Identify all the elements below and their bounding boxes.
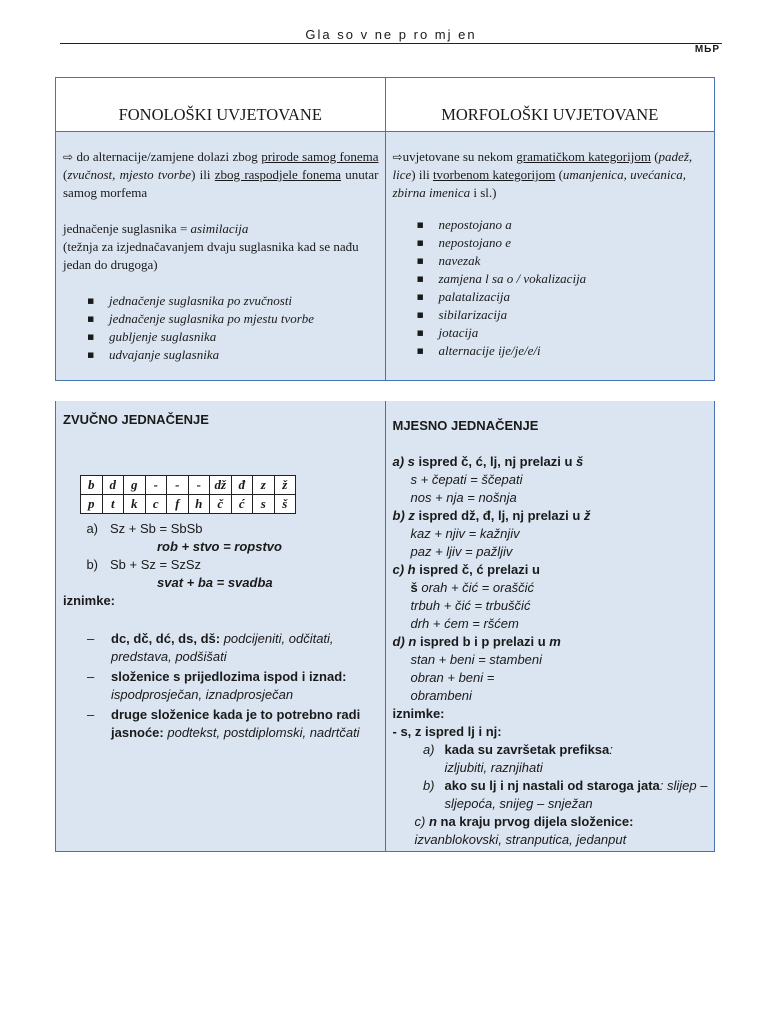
exception-item: [393, 741, 709, 777]
table-cell: -: [167, 476, 189, 495]
example: drh + ćem = ršćem: [410, 616, 519, 631]
example: nos + nja = nošnja: [410, 490, 517, 505]
rule-text: ispred b i p prelazi u: [416, 634, 550, 649]
table-cell: š: [274, 495, 296, 514]
rule-letter: n: [428, 814, 437, 829]
exception-item: [393, 777, 709, 813]
italic-text: umanjenica, uvećanica, zbirna imenica: [392, 167, 687, 200]
item-key: b): [422, 778, 435, 793]
text: i sl.): [470, 185, 497, 200]
list-item: ▪ sibilarizacija: [417, 306, 709, 324]
table-cell: c: [145, 495, 167, 514]
zvucno-cell: [56, 401, 385, 851]
rule-a-example: rob + stvo = ropstvo: [157, 539, 282, 554]
exception-text: [111, 668, 379, 704]
rule-d-line: [393, 633, 709, 651]
table-cell: f: [167, 495, 189, 514]
table-cell: g: [124, 476, 146, 495]
top-table: [55, 77, 715, 381]
example: [393, 579, 709, 597]
rule-letter: h: [407, 562, 416, 577]
mjesno-cell: [385, 401, 715, 851]
example: kaz + njiv = kažnjiv: [410, 526, 520, 541]
list-item: ▪ jednačenje suglasnika po mjestu tvorbe: [87, 310, 379, 328]
rule-letter: s: [407, 454, 415, 469]
voiceless-row: [81, 495, 296, 514]
exceptions-title: iznimke:: [63, 593, 116, 608]
rule-b: [63, 556, 379, 574]
rule-key: a): [392, 454, 408, 469]
asimilacija-explanation: (težnja za izjednačavanjem dvaju suglasnika kad se nađu jedan do drugoga): [63, 239, 359, 272]
table-cell: d: [102, 476, 124, 495]
list-item: ▪ navezak: [417, 252, 709, 270]
underlined-text: zbog raspodjele fonema: [214, 167, 341, 182]
rule-letter: ž: [583, 508, 591, 523]
exception-text: [445, 741, 613, 777]
morfoloski-cell: [385, 132, 715, 380]
table-cell: đ: [231, 476, 253, 495]
table-cell: k: [124, 495, 146, 514]
rule-letter: m: [549, 634, 561, 649]
italic-text: :: [609, 742, 613, 757]
voiced-row: [81, 476, 296, 495]
example: trbuh + čić = trbuščić: [410, 598, 531, 613]
bottom-table: [55, 401, 715, 852]
rule-text: ispred č, ć, lj, nj prelazi u: [414, 454, 577, 469]
exception-item: [63, 706, 379, 742]
rule-letter: n: [408, 634, 417, 649]
rules-block: [63, 520, 379, 742]
underlined-text: gramatičkom kategorijom: [516, 149, 651, 164]
bold-text: ako su lj i nj nastali od staroga jata: [444, 778, 660, 793]
list-item: ▪ udvajanje suglasnika: [87, 346, 379, 364]
italic-text: asimilacija: [190, 221, 249, 236]
dash: –: [87, 631, 95, 646]
list-item: ▪ gubljenje suglasnika: [87, 328, 379, 346]
table-cell: t: [102, 495, 124, 514]
table-cell: s: [253, 495, 275, 514]
bold-text: složenice s prijedlozima ispod i iznad:: [111, 669, 347, 684]
zvucno-title: ZVUČNO JEDNAČENJE: [63, 412, 209, 427]
table-cell: dž: [210, 476, 232, 495]
rule-key: c): [392, 562, 408, 577]
spacer: [63, 610, 379, 628]
italic-text: zvučnost, mjesto tvorbe: [67, 167, 192, 182]
table-cell: h: [188, 495, 210, 514]
italic-text: izvanblokovski, stranputica, jedanput: [414, 832, 627, 847]
rule-text: ispred dž, đ, lj, nj prelazi u: [414, 508, 584, 523]
example: paz + ljiv = pažljiv: [410, 544, 513, 559]
text: ) ili: [411, 167, 433, 182]
exceptions-title: iznimke:: [392, 706, 445, 721]
table-cell: č: [210, 495, 232, 514]
example: obran + beni =: [410, 670, 495, 685]
table-cell: p: [81, 495, 103, 514]
italic-text: podtekst, postdiplomski, nadrtčati: [167, 725, 360, 740]
fonoloski-cell: [56, 132, 385, 380]
item-key: c): [414, 814, 429, 829]
top-table-header-row: [56, 78, 714, 132]
bold-text: druge složenice kada je to potrebno radi jasnoće:: [111, 707, 361, 740]
underlined-text: prirode samog fonema: [261, 149, 379, 164]
rule-b-example: svat + ba = svadba: [157, 575, 273, 590]
italic-text: ispodprosječan, iznadprosječan: [111, 687, 294, 702]
text: jednačenje suglasnika =: [63, 221, 191, 236]
mjesno-title: MJESNO JEDNAČENJE: [392, 418, 539, 433]
exception-text: [445, 777, 709, 813]
right-column-heading: MORFOLOŠKI UVJETOVANE: [385, 78, 715, 131]
rule-b-line: [393, 507, 709, 525]
exception-item: [63, 630, 379, 666]
list-item: ▪ nepostojano a: [417, 216, 709, 234]
rule-key: b): [392, 508, 409, 523]
header-divider: [60, 43, 722, 44]
left-column-heading: FONOLOŠKI UVJETOVANE: [118, 105, 322, 124]
morfoloski-list: [393, 216, 709, 360]
spacer: [393, 435, 709, 453]
example: s + čepati = ščepati: [410, 472, 523, 487]
exceptions-head: - s, z ispred lj i nj:: [392, 724, 502, 739]
italic-text: izljubiti, raznjihati: [444, 760, 543, 775]
asimilacija-line: [63, 220, 379, 238]
list-item: ▪ zamjena l sa o / vokalizacija: [417, 270, 709, 288]
rule-letter: z: [408, 508, 415, 523]
rule-letter: š: [576, 454, 584, 469]
text: uvjetovane su nekom: [402, 149, 517, 164]
rule-a: [63, 520, 379, 538]
rule-c-line: [393, 561, 709, 579]
rule-text: ispred č, ć prelazi u: [415, 562, 540, 577]
example: obrambeni: [410, 688, 472, 703]
top-table-body-row: [56, 132, 714, 380]
arrow-icon: ⇨: [63, 150, 74, 164]
underlined-text: tvorbenom kategorijom: [432, 167, 556, 182]
rule-letter: š: [410, 580, 418, 595]
exception-item: [393, 813, 709, 849]
table-cell: z: [253, 476, 275, 495]
example: stan + beni = stambeni: [410, 652, 543, 667]
text: (: [555, 167, 563, 182]
italic-text: padež, lice: [392, 149, 693, 182]
exception-text: [111, 706, 379, 742]
text: ) ili: [191, 167, 215, 182]
bold-text: kada su završetak prefiksa: [444, 742, 610, 757]
list-item: ▪ palatalizacija: [417, 288, 709, 306]
exception-text: [111, 630, 379, 666]
consonant-pairs-table: [80, 475, 296, 514]
bold-text: na kraju prvog dijela složenice:: [436, 814, 634, 829]
table-cell: -: [145, 476, 167, 495]
exception-item: [63, 668, 379, 704]
dash: –: [87, 669, 95, 684]
bold-text: dc, dč, dć, ds, dš:: [111, 631, 224, 646]
italic-text: : slijep – sljepoća, snijeg – snježan: [444, 778, 708, 811]
fonoloski-definition: [63, 148, 379, 202]
rule-key: d): [392, 634, 409, 649]
italic-text: orah + čić = oraščić: [417, 580, 535, 595]
item-key: a): [422, 742, 435, 757]
list-item: ▪ alternacije ije/je/e/i: [417, 342, 709, 360]
rule-text: Sb + Sz = SzSz: [110, 557, 202, 572]
table-cell: ž: [274, 476, 296, 495]
text: do alternacije/zamjene dolazi zbog: [73, 149, 262, 164]
table-cell: ć: [231, 495, 253, 514]
text: (: [650, 149, 659, 164]
morfoloski-definition: [393, 148, 709, 202]
page-header-title: Gla so v ne p ro mj en: [305, 27, 477, 42]
rule-text: Sz + Sb = SbSb: [110, 521, 203, 536]
dash: –: [87, 707, 95, 722]
italic-text: podcijeniti, odčitati, predstava, podšišati: [111, 631, 334, 664]
text: (: [63, 167, 68, 182]
rule-key: a): [86, 521, 98, 536]
rule-a-line: [393, 453, 709, 471]
header-logo-mark: ΜЬΡ: [694, 44, 720, 55]
arrow-icon: ⇨: [392, 150, 403, 164]
list-item: ▪ nepostojano e: [417, 234, 709, 252]
table-cell: -: [188, 476, 210, 495]
list-item: ▪ jednačenje suglasnika po zvučnosti: [87, 292, 379, 310]
rule-key: b): [86, 557, 98, 572]
text: unutar samog morfema: [63, 167, 379, 200]
list-item: ▪ jotacija: [417, 324, 709, 342]
table-cell: b: [81, 476, 103, 495]
fonoloski-list: [63, 292, 379, 364]
